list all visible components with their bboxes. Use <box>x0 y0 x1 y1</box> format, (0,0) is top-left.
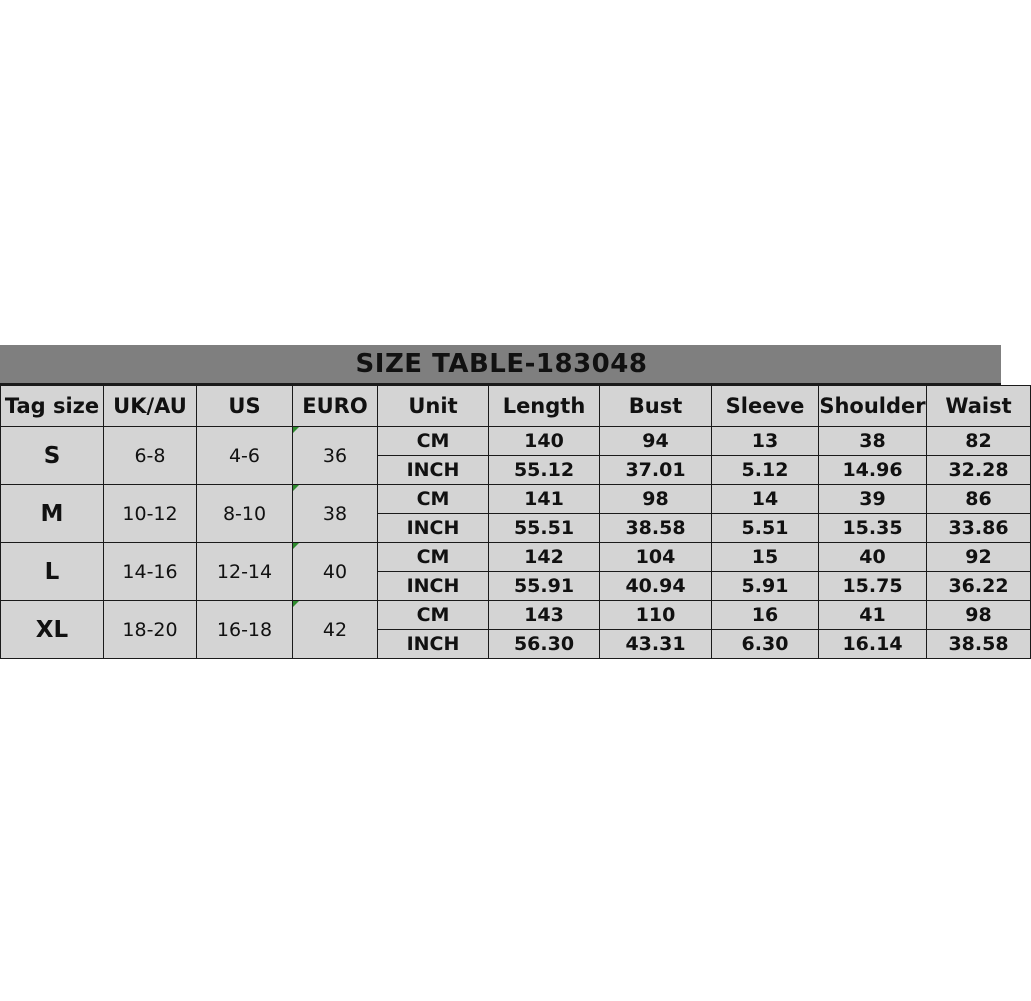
unit-cell: INCH <box>378 572 489 601</box>
sleeve-cell: 15 <box>712 543 819 572</box>
sleeve-cell: 6.30 <box>712 630 819 659</box>
cell-comment-marker <box>293 485 299 491</box>
header-uk-au: UK/AU <box>104 386 197 427</box>
cell-comment-marker <box>293 601 299 607</box>
uk-au-cell: 14-16 <box>104 543 197 601</box>
euro-value: 40 <box>322 560 348 583</box>
unit-cell: INCH <box>378 456 489 485</box>
sleeve-cell: 5.91 <box>712 572 819 601</box>
waist-cell: 92 <box>927 543 1031 572</box>
shoulder-cell: 39 <box>819 485 927 514</box>
cell-comment-marker <box>293 543 299 549</box>
shoulder-cell: 41 <box>819 601 927 630</box>
shoulder-cell: 15.35 <box>819 514 927 543</box>
us-cell: 4-6 <box>197 427 293 485</box>
length-cell: 140 <box>489 427 600 456</box>
bust-cell: 110 <box>600 601 712 630</box>
table-body <box>1 427 1031 659</box>
length-cell: 56.30 <box>489 630 600 659</box>
table-header <box>1 386 1031 427</box>
header-length: Length <box>489 386 600 427</box>
tag-size-cell: XL <box>1 601 104 659</box>
us-cell: 16-18 <box>197 601 293 659</box>
waist-cell: 82 <box>927 427 1031 456</box>
length-cell: 141 <box>489 485 600 514</box>
us-cell: 12-14 <box>197 543 293 601</box>
header-us: US <box>197 386 293 427</box>
tag-size-cell: M <box>1 485 104 543</box>
header-bust: Bust <box>600 386 712 427</box>
bust-cell: 37.01 <box>600 456 712 485</box>
table-row-l-cm <box>1 543 1031 572</box>
waist-cell: 86 <box>927 485 1031 514</box>
size-table <box>0 385 1031 659</box>
bust-cell: 98 <box>600 485 712 514</box>
shoulder-cell: 38 <box>819 427 927 456</box>
header-waist: Waist <box>927 386 1031 427</box>
waist-cell: 32.28 <box>927 456 1031 485</box>
table-row-xl-cm <box>1 601 1031 630</box>
sleeve-cell: 13 <box>712 427 819 456</box>
unit-cell: INCH <box>378 514 489 543</box>
cell-comment-marker <box>293 427 299 433</box>
length-cell: 142 <box>489 543 600 572</box>
sleeve-cell: 14 <box>712 485 819 514</box>
header-tag-size: Tag size <box>1 386 104 427</box>
header-row <box>1 386 1031 427</box>
length-cell: 55.12 <box>489 456 600 485</box>
size-table-sheet <box>0 345 1012 660</box>
bust-cell: 40.94 <box>600 572 712 601</box>
header-shoulder: Shoulder <box>819 386 927 427</box>
euro-cell <box>293 543 378 601</box>
uk-au-cell: 6-8 <box>104 427 197 485</box>
table-title: SIZE TABLE-183048 <box>355 349 648 379</box>
euro-cell <box>293 601 378 659</box>
uk-au-cell: 10-12 <box>104 485 197 543</box>
waist-cell: 98 <box>927 601 1031 630</box>
tag-size-cell: L <box>1 543 104 601</box>
sleeve-cell: 5.51 <box>712 514 819 543</box>
unit-cell: CM <box>378 601 489 630</box>
unit-cell: CM <box>378 543 489 572</box>
waist-cell: 36.22 <box>927 572 1031 601</box>
tag-size-cell: S <box>1 427 104 485</box>
unit-cell: CM <box>378 427 489 456</box>
header-sleeve: Sleeve <box>712 386 819 427</box>
title-bar <box>0 345 1001 385</box>
euro-cell <box>293 485 378 543</box>
unit-cell: INCH <box>378 630 489 659</box>
euro-cell <box>293 427 378 485</box>
bust-cell: 38.58 <box>600 514 712 543</box>
bust-cell: 104 <box>600 543 712 572</box>
sleeve-cell: 5.12 <box>712 456 819 485</box>
table-row-s-cm <box>1 427 1031 456</box>
unit-cell: CM <box>378 485 489 514</box>
euro-value: 42 <box>322 618 348 641</box>
length-cell: 143 <box>489 601 600 630</box>
header-unit: Unit <box>378 386 489 427</box>
table-row-m-cm <box>1 485 1031 514</box>
waist-cell: 33.86 <box>927 514 1031 543</box>
euro-value: 38 <box>322 502 348 525</box>
shoulder-cell: 40 <box>819 543 927 572</box>
length-cell: 55.91 <box>489 572 600 601</box>
us-cell: 8-10 <box>197 485 293 543</box>
header-euro: EURO <box>293 386 378 427</box>
euro-value: 36 <box>322 444 348 467</box>
sleeve-cell: 16 <box>712 601 819 630</box>
shoulder-cell: 15.75 <box>819 572 927 601</box>
shoulder-cell: 14.96 <box>819 456 927 485</box>
waist-cell: 38.58 <box>927 630 1031 659</box>
length-cell: 55.51 <box>489 514 600 543</box>
bust-cell: 94 <box>600 427 712 456</box>
bust-cell: 43.31 <box>600 630 712 659</box>
shoulder-cell: 16.14 <box>819 630 927 659</box>
uk-au-cell: 18-20 <box>104 601 197 659</box>
